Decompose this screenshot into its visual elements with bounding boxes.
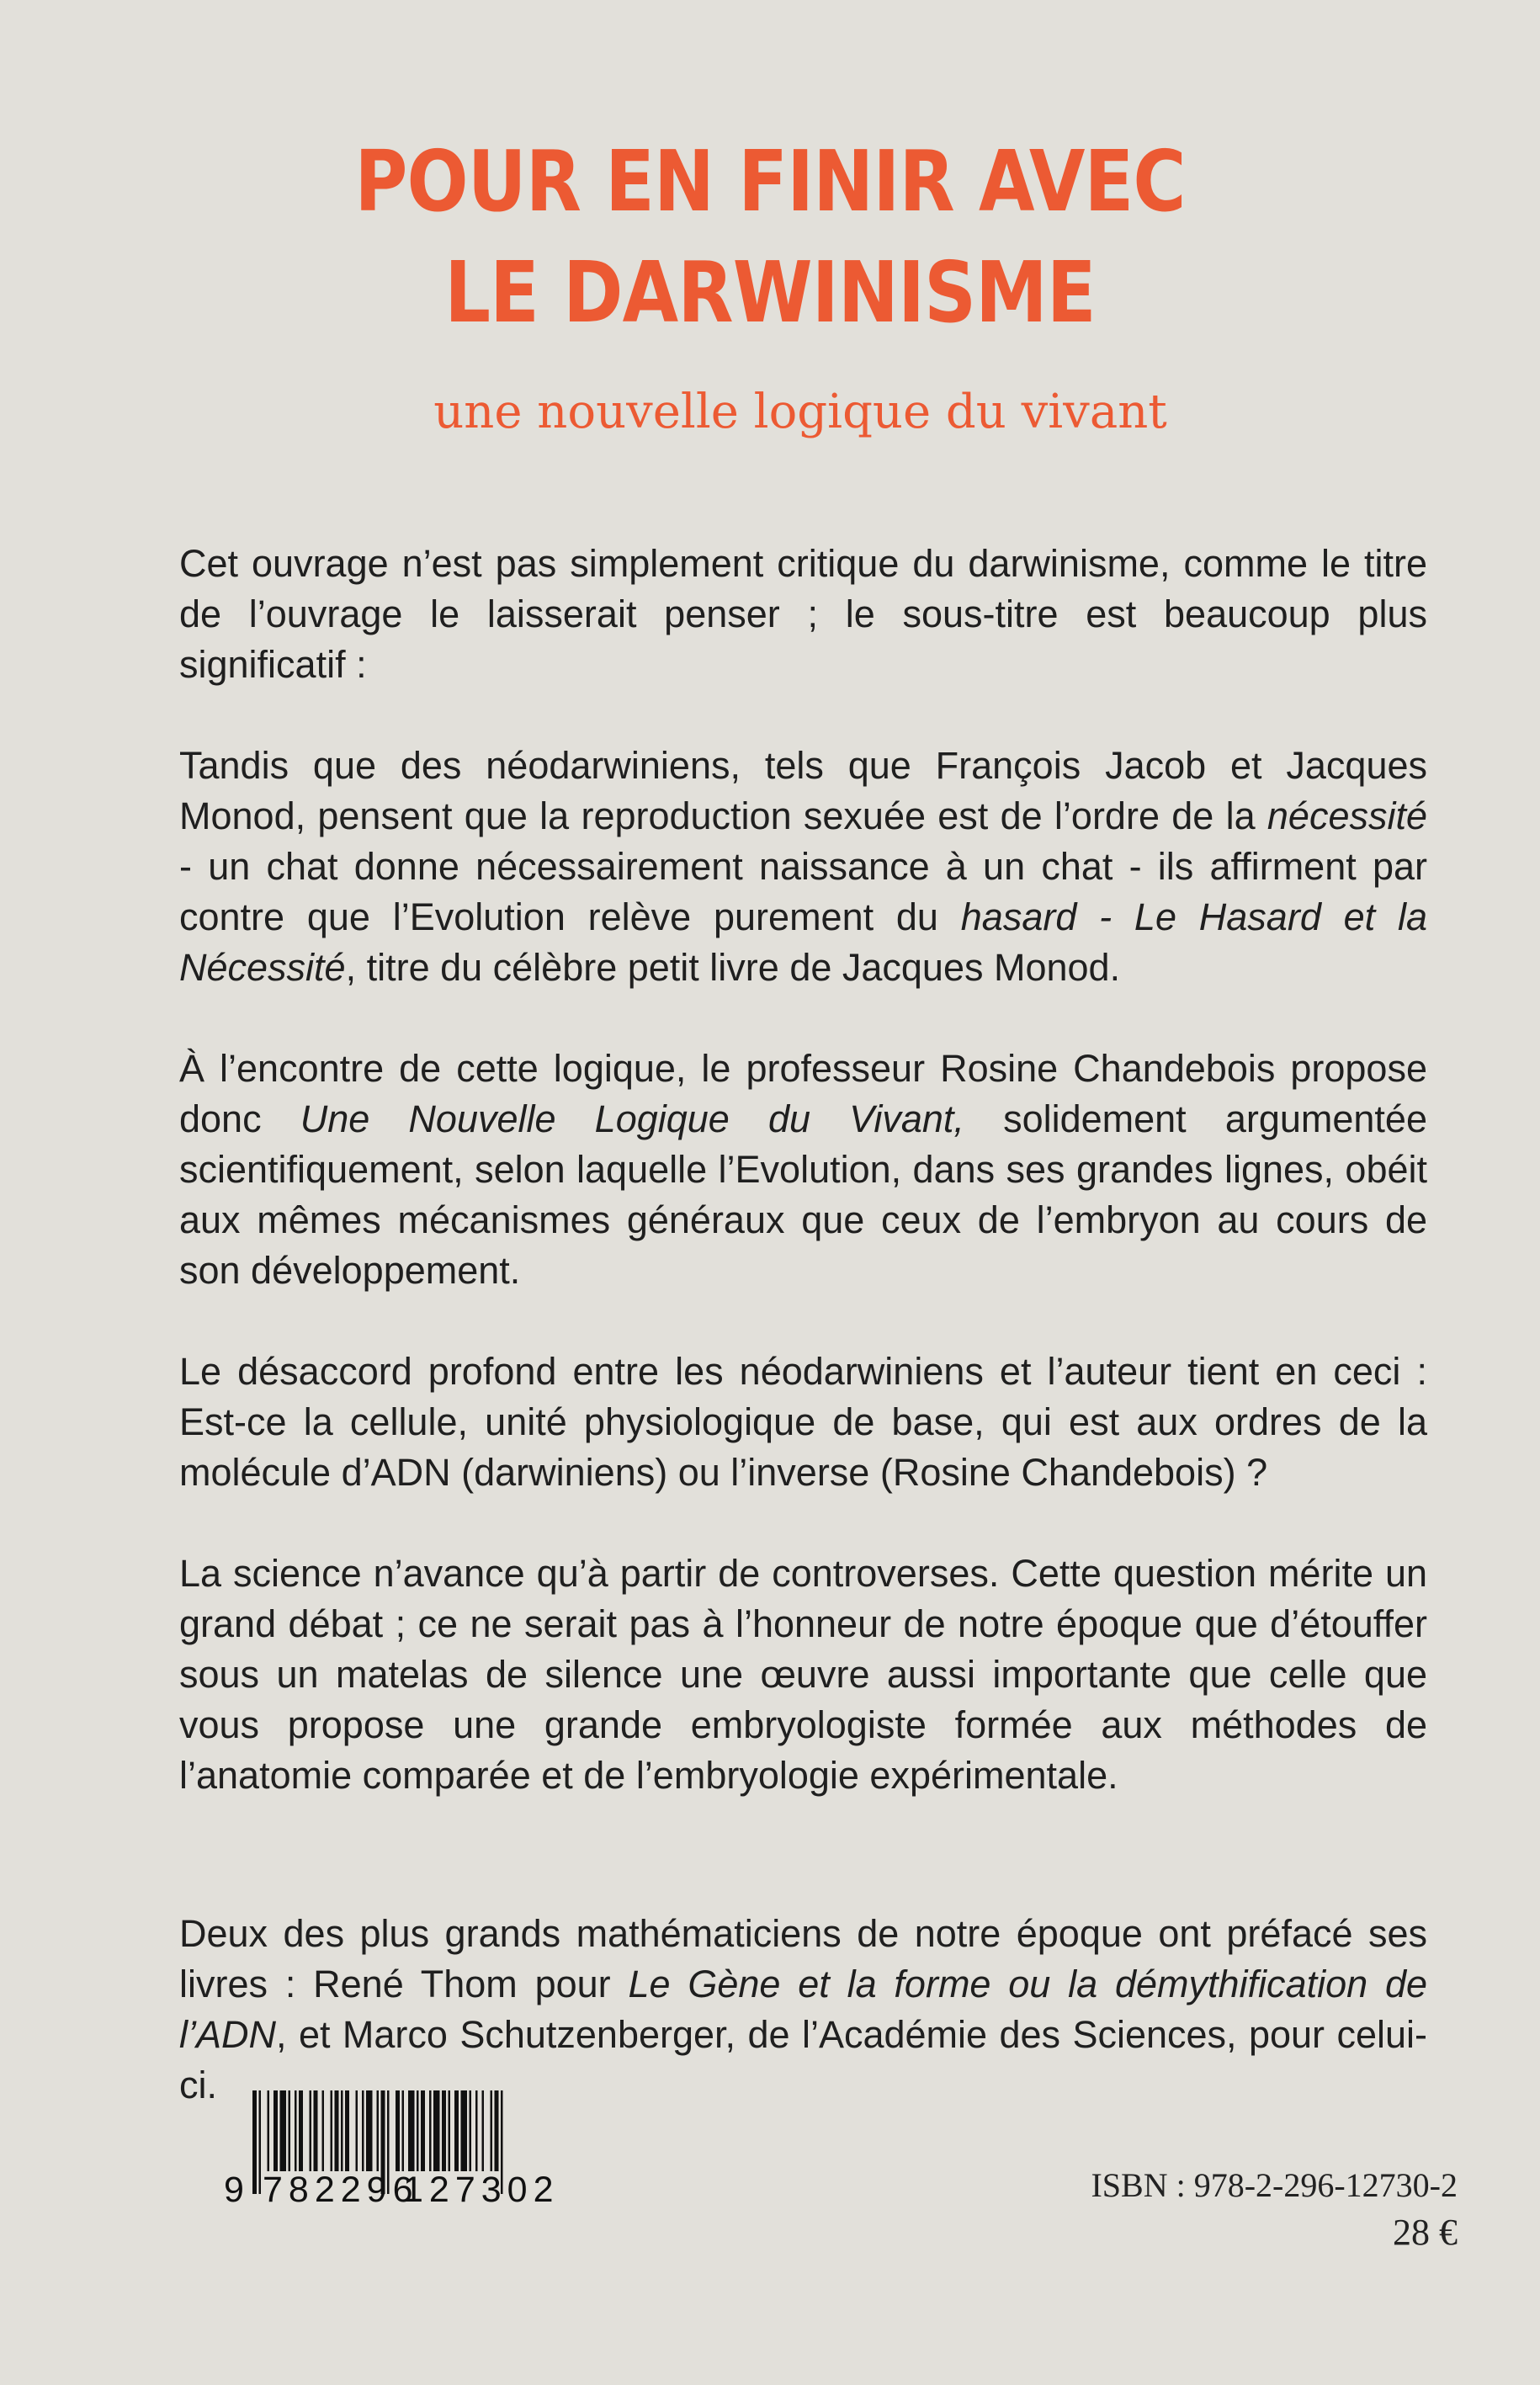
italic-run: nécessité: [1267, 794, 1427, 837]
italic-run: Une Nouvelle Logique du Vivant,: [300, 1097, 964, 1140]
text-run: À l’encontre de cette logique, le professeur Rosine Chandebois propose donc: [179, 1047, 1427, 1140]
paragraph: [179, 1909, 1427, 2111]
text-run: - un chat donne nécessairement naissance à un chat - ils affirment par contre que l’Evolution relève purement du: [179, 845, 1427, 938]
paragraph: [179, 741, 1427, 993]
barcode-bar: [289, 2090, 291, 2171]
barcode-group-2: 127302: [403, 2170, 560, 2210]
text-run: Cet ouvrage n’est pas simplement critique du darwinisme, comme le titre de l’ouvrage le laisserait penser ; le sous-titre est beaucoup plus significatif :: [179, 542, 1427, 686]
paragraph: [179, 539, 1427, 690]
barcode-bar: [259, 2090, 262, 2194]
barcode-bar: [280, 2090, 287, 2171]
text-run: La science n’avance qu’à partir de controverses. Cette question mérite un grand débat ; ce ne serait pas à l’honneur de notre époque que d’étouffer sous un matelas de silence une œuvre aussi importante que celle que vous propose une grande embryologiste formée aux méthodes de l’anatomie comparée et de l’embryologie expérimentale.: [179, 1552, 1427, 1797]
barcode-bar: [482, 2090, 485, 2171]
barcode-bar: [454, 2090, 459, 2171]
text-run: Le désaccord profond entre les néodarwiniens et l’auteur tient en ceci : Est-ce la cellule, unité physiologique de base, qui est aux ordres de la molécule d’ADN (darwiniens) ou l’inverse (Rosine Chandebois) ?: [179, 1350, 1427, 1494]
title-line-1: POUR EN FINIR AVEC: [354, 132, 1186, 231]
isbn-number: ISBN : 978-2-296-12730-2: [1091, 2166, 1458, 2204]
barcode-bar: [449, 2090, 451, 2171]
barcode-bar: [322, 2090, 325, 2171]
italic-run: hasard - Le Hasard et la Nécessité: [179, 895, 1427, 989]
barcode-bar: [331, 2090, 333, 2171]
barcode-bar: [470, 2090, 472, 2171]
barcode-bar: [402, 2090, 405, 2171]
barcode-bar: [273, 2090, 278, 2171]
barcode-bar: [475, 2090, 478, 2171]
barcode-bar: [429, 2090, 432, 2171]
barcode-bar: [356, 2090, 358, 2171]
barcode-bar: [345, 2090, 349, 2171]
text-run: , et Marco Schutzenberger, de l’Académie des Sciences, pour celui-ci.: [179, 2013, 1427, 2106]
barcode-bar: [366, 2090, 373, 2171]
barcode-bar: [442, 2090, 446, 2171]
barcode-bar: [314, 2090, 318, 2171]
title-line-2: LE DARWINISME: [444, 243, 1096, 342]
barcode-bar: [268, 2090, 270, 2171]
barcode-group-1: 782296: [263, 2170, 419, 2210]
book-title: [108, 126, 1432, 348]
text-run: Deux des plus grands mathématiciens de notre époque ont préfacé ses livres : René Thom pour: [179, 1912, 1427, 2005]
barcode-bar: [495, 2090, 499, 2171]
barcode-bar: [252, 2090, 257, 2194]
barcode-bar: [396, 2090, 400, 2171]
barcode-bar: [362, 2090, 364, 2171]
text-run: Tandis que des néodarwiniens, tels que François Jacob et Jacques Monod, pensent que la reproduction sexuée est de l’ordre de la: [179, 744, 1427, 837]
barcode-bar: [377, 2090, 380, 2171]
price: 28 €: [1393, 2212, 1458, 2253]
barcode-bar: [461, 2090, 468, 2171]
barcode-bar: [433, 2090, 440, 2171]
barcode-bar: [408, 2090, 415, 2171]
book-subtitle: une nouvelle logique du vivant: [433, 385, 1167, 439]
barcode-bar: [417, 2090, 419, 2171]
barcode-bar: [335, 2090, 339, 2171]
barcode-first-digit: 9: [224, 2170, 250, 2210]
barcode-bar: [421, 2090, 425, 2171]
text-run: solidement argumentée scientifiquement, selon laquelle l’Evolution, dans ses grandes lignes, obéit aux mêmes mécanismes généraux que ceux de l’embryon au cours de son développement.: [179, 1097, 1427, 1292]
barcode-bar: [310, 2090, 312, 2171]
paragraph: [179, 1044, 1427, 1296]
paragraph: [179, 1347, 1427, 1498]
barcode-bar: [295, 2090, 297, 2171]
barcode-bar: [341, 2090, 343, 2171]
italic-run: Le Gène et la forme ou la démythification de l’ADN: [179, 1963, 1428, 2056]
barcode-bar: [491, 2090, 493, 2171]
back-cover-text: [179, 539, 1427, 2161]
paragraph: [179, 1548, 1427, 1801]
text-run: , titre du célèbre petit livre de Jacques Monod.: [345, 946, 1121, 989]
barcode-bar: [299, 2090, 303, 2171]
